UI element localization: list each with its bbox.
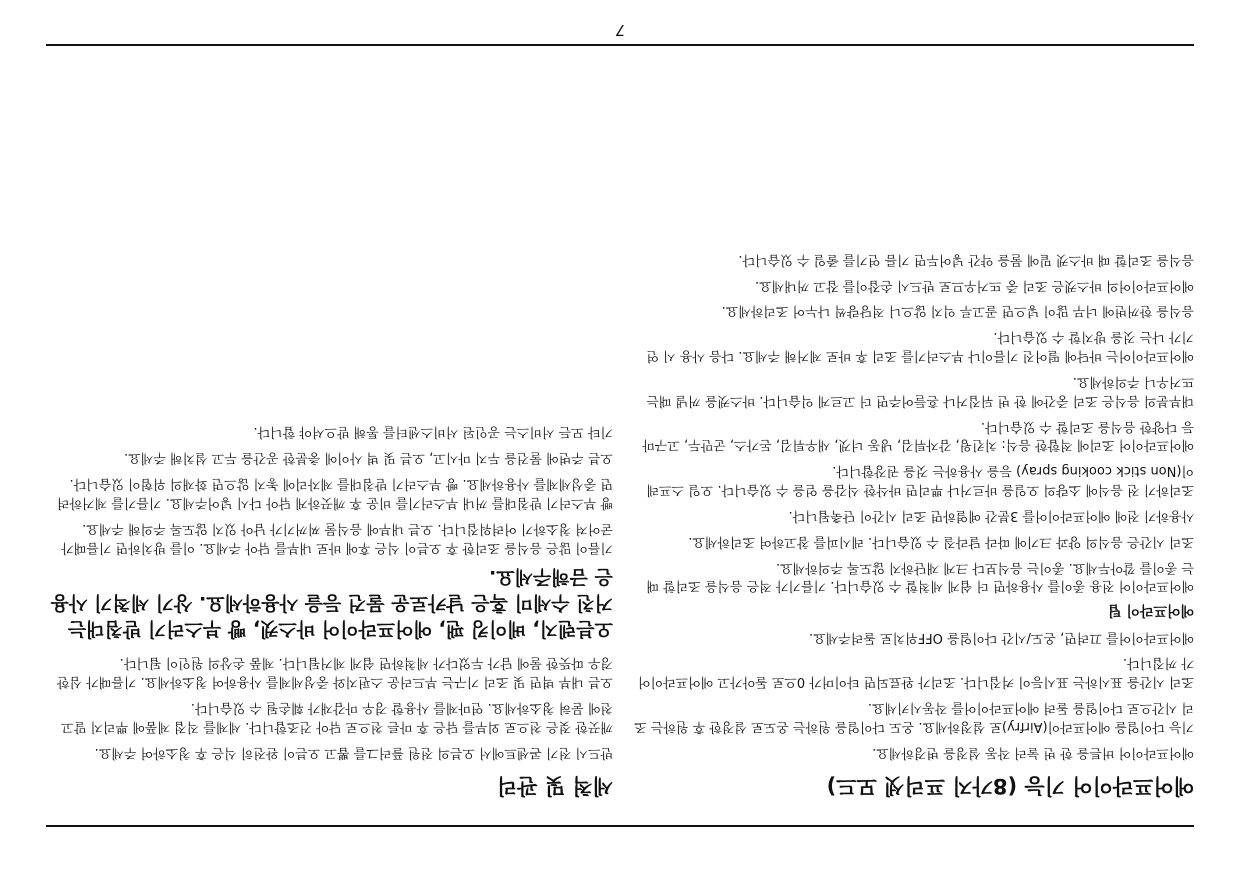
tip-paragraph: 에어프라이어는 바닥에 떨어진 기름이나 부스러기를 조리 후 바로 제거해 주세요. 다음 사용 시 연기가 나는 것을 방지할 수 있습니다. xyxy=(646,329,1194,364)
tip-paragraph: 대부분의 음식은 조리 중간에 한 번 뒤집거나 흔들어주면 더 고르게 익습니다. 바스켓을 꺼낼 때는 뜨거우니 주의하세요. xyxy=(646,373,1194,408)
top-rule xyxy=(46,825,1194,827)
tip-paragraph: 조리하기 전 음식에 소량의 오일을 바르거나 뿌리면 바삭한 식감을 얻을 수 있습니다. 오일 스프레이(Non stick cooking spray) 등을 사용하는 것을 권장합니다. xyxy=(646,463,1194,498)
tip-paragraph: 에어프라이어의 바스켓은 조리 중 뜨거우므로 반드시 손잡이를 잡고 꺼내세요. xyxy=(754,277,1194,293)
cleaning-paragraph: 깨끗한 젖은 천으로 외부를 닦은 후 마른 천으로 닦아 건조합니다. 세제를 직접 제품에 뿌리지 말고 천에 묻혀 청소하세요. 연마제를 사용할 경우 마감재가 훼손될 수 있습니다. xyxy=(61,700,613,734)
left-column xyxy=(634,242,1194,815)
cleaning-paragraph: 오븐 내부 벽면 및 조리 기구는 부드러운 스펀지와 중성세제를 사용하여 청소하세요. 기름때가 심한 경우 따뜻한 물에 담가 두었다가 세척하면 쉽게 제거됩니다. 제품 손상의 원인이 됩니다. xyxy=(56,655,613,690)
tip-paragraph: 음식을 한꺼번에 너무 많이 넣으면 골고루 익지 않으니 적당량씩 나누어 조리하세요. xyxy=(721,303,1194,319)
tips-heading: 에어프라이 팁 xyxy=(1107,601,1194,618)
cleaning-paragraph: 빵 부스러기 받침대를 꺼내 부스러기를 비운 후 깨끗하게 닦아 다시 넣어주세요. 기름기를 제거하려면 중성세제를 사용하세요. 빵 부스러기 받침대를 제자리에 놓지 않으면 화재의 위험이 있습니다. xyxy=(56,476,613,510)
tip-paragraph: 조리 시간은 음식의 양과 크기에 따라 달라질 수 있습니다. 레시피를 참고하여 조리하세요. xyxy=(688,533,1194,549)
section-heading-cleaning: 세척 및 관리 xyxy=(496,774,613,798)
intro-line: 에어프라이어 버튼을 한 번 눌러 작동 설정을 변경하세요. xyxy=(872,744,1194,760)
tip-paragraph: 사용하기 전에 에어프라이어를 3분간 예열하면 조리 시간이 단축됩니다. xyxy=(788,507,1194,523)
tip-paragraph: 음식을 조리할 때 바스켓 밑에 물을 약간 넣어두면 기름 연기를 줄일 수 있습니다. xyxy=(738,251,1194,267)
tip-paragraph: 에어프라이어 전용 종이를 사용하면 더 쉽게 세척할 수 있습니다. 기름기가 적은 음식을 조리할 때는 종이를 깔아두세요. 종이는 음식보다 크게 재단하지 않도록 주의하세요. xyxy=(646,559,1194,594)
cleaning-warning: 오븐렌지, 베이킹 팬, 에어프라이어 바스켓, 빵 부스러기 받침대는 거친 수세미 혹은 날카로운 물건 등을 사용하세요. 상기 세척기 사용은 금해주세요. xyxy=(50,566,613,640)
intro-line: 조리 시간을 표시하는 표시등이 켜집니다. 조리가 완료되면 타이머가 0으로 돌아가고 에어프라이어가 꺼집니다. xyxy=(637,655,1194,690)
bottom-rule xyxy=(46,44,1194,46)
tip-paragraph: 에어프라이어 조리에 적합한 음식: 치킨윙, 감자튀김, 냉동 너겟, 새우튀김, 돈가스, 군만두, 고구마 등 다양한 음식을 조리할 수 있습니다. xyxy=(642,418,1194,453)
intro-line: 기능 다이얼을 에어프라이(Airfry)로 설정하세요. 온도 다이얼을 원하는 온도로 설정한 후 원하는 조리 시간으로 다이얼을 돌려 에어프라이어를 작동시키세요. xyxy=(634,700,1194,734)
cleaning-paragraph: 기름이 많은 음식을 조리한 후 오븐이 식은 후에 바로 내부를 닦아 주세요. 이를 방치하면 기름때가 굳어져 청소하기 어려워집니다. 오븐 내부에 음식물 찌꺼기가 남아 있지 않도록 주의해 주세요. xyxy=(61,520,613,555)
page-number: 7 xyxy=(615,21,626,39)
intro-line: 에어프라이어를 끄려면, 온도/시간 다이얼을 OFF위치로 돌려주세요. xyxy=(808,629,1194,645)
cleaning-paragraph: 기타 모든 서비스는 공인된 서비스센터를 통해 받으셔야 합니다. xyxy=(253,424,613,440)
cleaning-paragraph: 반드시 전기 콘센트에서 오븐의 전원 플러그를 뽑고 오븐이 완전히 식은 후 청소하여 주세요. xyxy=(94,744,613,760)
cleaning-paragraph: 오븐 주변에 물건을 두지 마시고, 오븐 및 벽 사이에 충분한 공간을 두고 설치해 주세요. xyxy=(124,450,613,466)
section-heading-airfryer: 에어프라이어 기능 (8가지 프리셋 모드) xyxy=(826,774,1194,798)
right-column xyxy=(46,415,613,815)
